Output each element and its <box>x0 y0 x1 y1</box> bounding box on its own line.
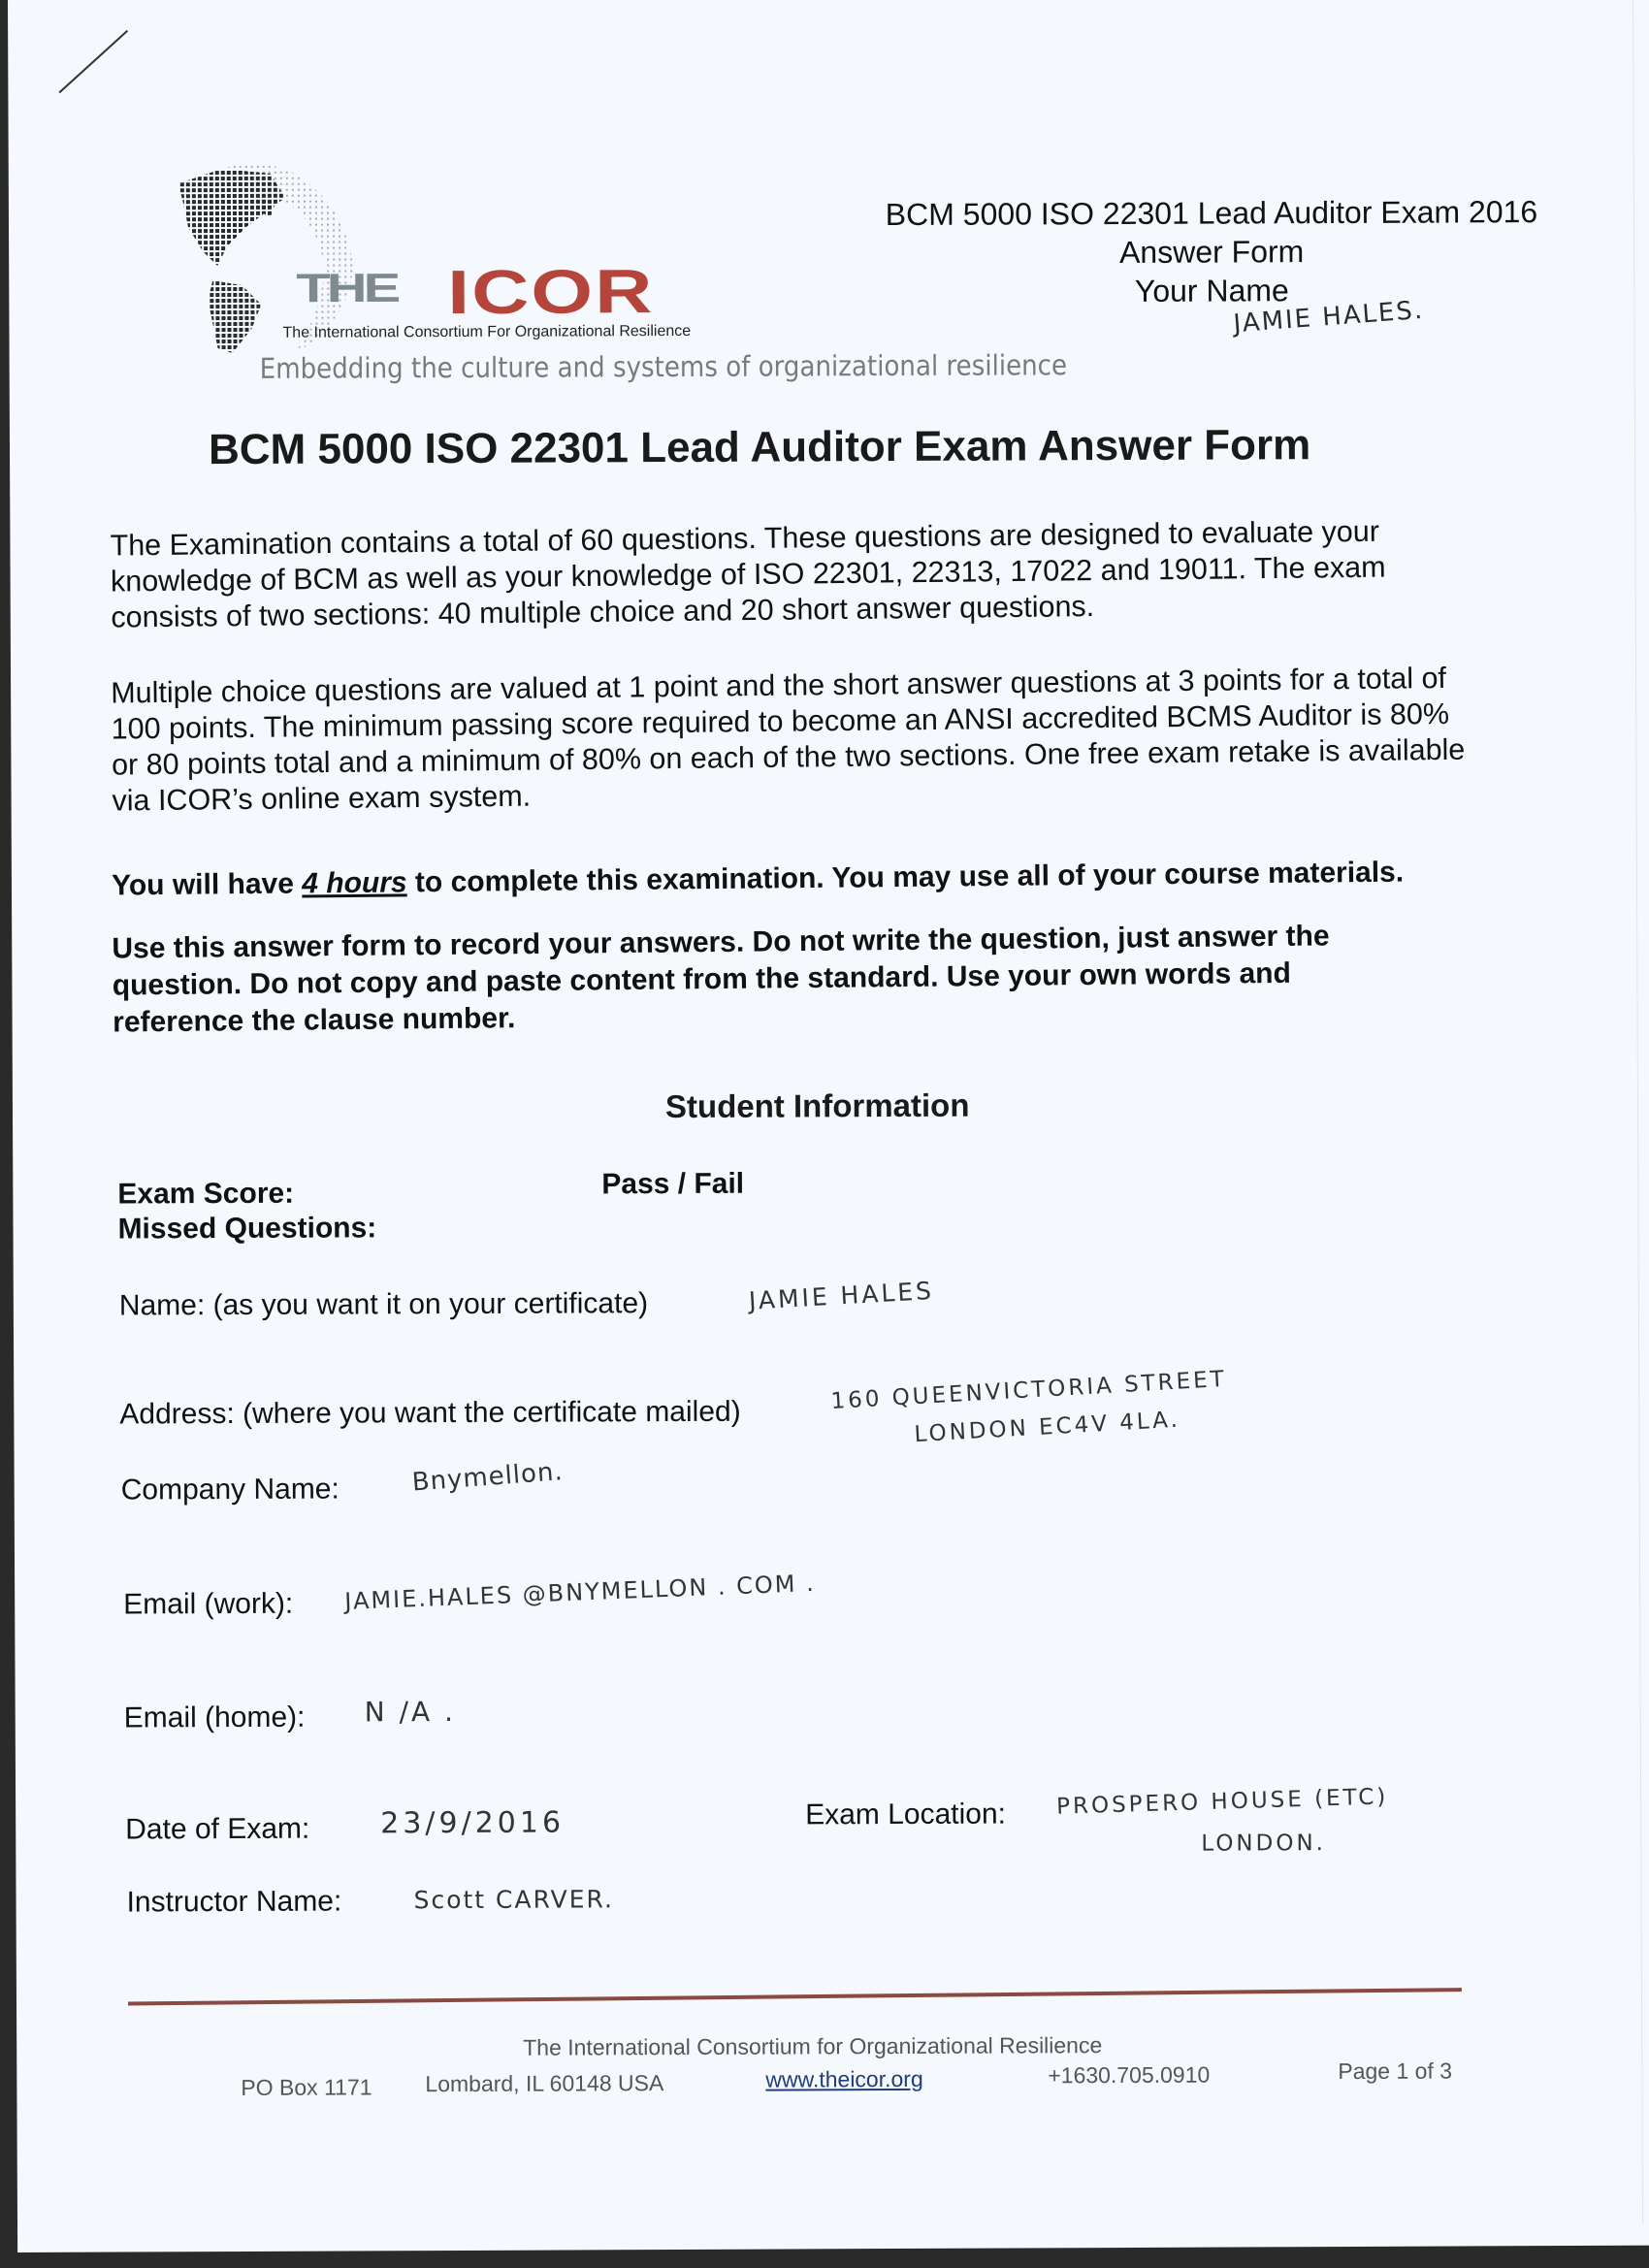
header-block <box>843 192 1581 311</box>
text-line: knowledge of BCM as well as your knowledge of ISO 22301, 22313, 17022 and 19011. The exam <box>110 550 1386 599</box>
address-label: Address: (where you want the certificate mailed) <box>119 1395 741 1431</box>
page-title: BCM 5000 ISO 22301 Lead Auditor Exam Answer Form <box>208 421 1311 474</box>
footer-website-link[interactable]: www.theicor.org <box>765 2065 923 2092</box>
name-value[interactable]: JAMIE HALES <box>748 1276 935 1315</box>
text-line: 100 points. The minimum passing score required to become an ANSI accredited BCMS Auditor is 80% <box>111 697 1450 746</box>
footer-page-number: Page 1 of 3 <box>1338 2057 1453 2085</box>
date-of-exam-value[interactable]: 23/9/2016 <box>380 1805 566 1841</box>
email-work-label: Email (work): <box>123 1587 294 1621</box>
text-line: question. Do not copy and paste content from the standard. Use your own words and <box>112 956 1291 1002</box>
exam-score-label: Exam Score: <box>117 1177 295 1211</box>
footer-divider <box>128 1988 1462 2005</box>
logo-subtitle: The International Consortium For Organizational Resilience <box>282 322 692 341</box>
footer-po-box: PO Box 1171 <box>241 2074 372 2100</box>
email-home-label: Email (home): <box>123 1701 306 1734</box>
page-edge <box>1633 0 1643 2224</box>
logo-icor: ICOR <box>447 257 655 328</box>
handwritten-your-name: JAMIE HALES. <box>1232 295 1426 340</box>
logo-the: THE <box>296 265 398 311</box>
instructor-name-label: Instructor Name: <box>126 1885 342 1919</box>
company-name-label: Company Name: <box>120 1473 340 1507</box>
exam-location-line-2[interactable]: LONDON. <box>1201 1831 1327 1857</box>
text-segment: You will have <box>111 867 303 902</box>
missed-questions-label: Missed Questions: <box>117 1212 377 1246</box>
footer-org-name: The International Consortium for Organizational Resilience <box>523 2032 1103 2060</box>
intro-paragraph <box>110 511 1604 635</box>
text-line: The Examination contains a total of 60 questions. These questions are designed to evaluate your <box>110 514 1380 563</box>
instructor-name-value[interactable]: Scott CARVER. <box>413 1885 614 1915</box>
text-line: Multiple choice questions are valued at 1 point and the short answer questions at 3 points for a total of <box>111 661 1447 710</box>
text-line: via ICOR’s online exam system. <box>112 779 532 818</box>
logo-tagline: Embedding the culture and systems of organizational resilience <box>259 348 1068 385</box>
staple-mark <box>58 30 128 93</box>
email-work-value[interactable]: JAMIE.HALES @BNYMELLON . COM . <box>343 1569 817 1615</box>
text-line: consists of two sections: 40 multiple choice and 20 short answer questions. <box>111 590 1095 634</box>
exam-location-label: Exam Location: <box>805 1798 1007 1831</box>
company-name-value[interactable]: Bnymellon. <box>410 1457 565 1498</box>
text-line: Use this answer form to record your answers. Do not write the question, just answer the <box>112 920 1330 965</box>
text-segment: to complete this examination. You may use all of your course materials. <box>406 856 1405 899</box>
exam-location-line-1[interactable]: PROSPERO HOUSE (ETC) <box>1055 1784 1389 1820</box>
scoring-paragraph <box>111 659 1606 819</box>
pass-fail-label: Pass / Fail <box>601 1167 745 1201</box>
footer-phone: +1630.705.0910 <box>1048 2061 1211 2089</box>
address-line-2[interactable]: LONDON EC4V 4LA. <box>913 1407 1181 1448</box>
email-home-value[interactable]: N /A . <box>364 1696 457 1729</box>
text-line: reference the clause number. <box>113 1002 516 1039</box>
header-line-3: Your Name <box>1134 273 1289 308</box>
name-label: Name: (as you want it on your certificate) <box>118 1287 649 1322</box>
header-line-2: Answer Form <box>1118 234 1305 271</box>
address-line-1[interactable]: 160 QUEENVICTORIA STREET <box>829 1366 1228 1414</box>
scanned-page <box>8 0 1649 2252</box>
date-of-exam-label: Date of Exam: <box>125 1812 310 1846</box>
header-line-1: BCM 5000 ISO 22301 Lead Auditor Exam 2016 <box>885 194 1538 233</box>
time-paragraph <box>112 852 1605 903</box>
instructions-paragraph <box>112 915 1606 1041</box>
text-line: or 80 points total and a minimum of 80% on each of the two sections. One free exam retake is available <box>111 732 1466 782</box>
student-info-heading: Student Information <box>664 1086 970 1125</box>
emphasis-hours: 4 hours <box>302 866 407 900</box>
footer-city: Lombard, IL 60148 USA <box>425 2070 664 2097</box>
